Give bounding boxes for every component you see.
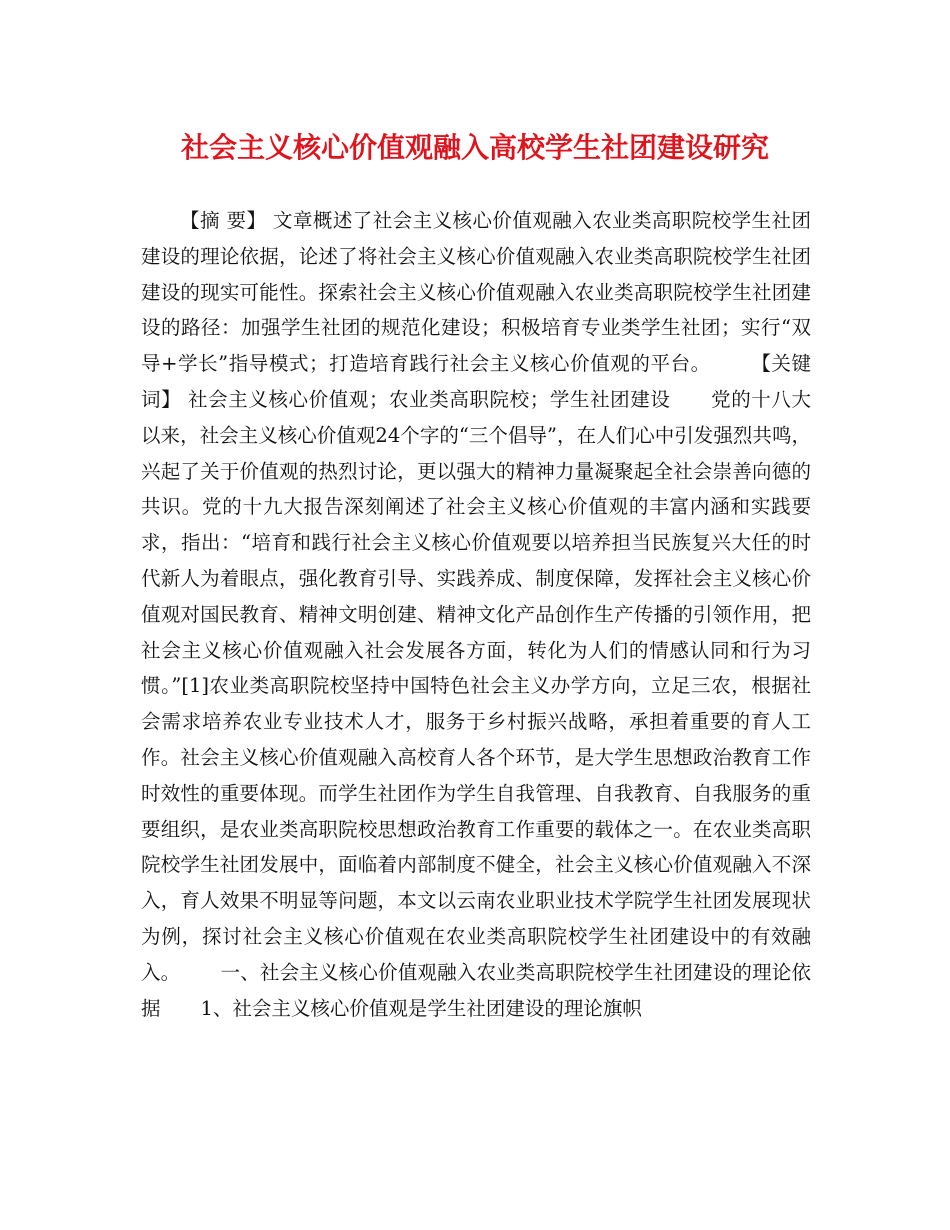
subsection-heading: 1、社会主义核心价值观是学生社团建设的理论旗帜 — [200, 996, 642, 1020]
document-title: 社会主义核心价值观融入高校学生社团建设研究 — [180, 131, 769, 164]
intro-paragraph: 党的十八大以来，社会主义核心价值观24个字的“三个倡导”，在人们心中引发强烈共鸣，兴起了关于价值观的热烈讨论，更以强大的精神力量凝聚起全社会崇善向德的共识。党的十九大报告深刻阐述了社会主义核心价值观的丰富内涵和实践要求，指出：“培育和践行社会主义核心价值观要以培养担当民族复兴大任的时代新人为着眼点，强化教育引导、实践养成、制度保障，发挥社会主义核心价值观对国民教育、精神文明创建、精神文化产品创作生产传播的引领作用，把社会主义核心价值观融入社会发展各方面，转化为人们的情感认同和行为习惯。”[1]农业类高职院校坚持中国特色社会主义办学方向，立足三农，根据社会需求培养农业专业技术人才，服务于乡村振兴战略，承担着重要的育人工作。社会主义核心价值观融入高校育人各个环节，是大学生思想政治教育工作时效性的重要体现。而学生社团作为学生自我管理、自我教育、自我服务的重要组织，是农业类高职院校思想政治教育工作重要的载体之一。在农业类高职院校学生社团发展中，面临着内部制度不健全，社会主义核心价值观融入不深入，育人效果不明显等问题，本文以云南农业职业技术学院学生社团发展现状为例，探讨社会主义核心价值观在农业类高职院校学生社团建设中的有效融入。 — [141, 387, 811, 984]
document-body — [141, 203, 811, 1026]
keywords-label: 【关键词】 — [141, 352, 811, 411]
section-heading: 一、社会主义核心价值观融入农业类高职院校学生社团建设的理论依据 — [141, 960, 811, 1020]
keywords-text: 社会主义核心价值观；农业类高职院校；学生社团建设 — [188, 387, 671, 411]
abstract-text: 文章概述了社会主义核心价值观融入农业类高职院校学生社团建设的理论依据，论述了将社会主义核心价值观融入农业类高职院校学生社团建设的现实可能性。探索社会主义核心价值观融入农业类高职院校学生社团建设的路径：加强学生社团的规范化建设；积极培育专业类学生社团；实行“双导+学长”指导模式；打造培育践行社会主义核心价值观的平台。 — [141, 209, 811, 376]
abstract-label: 【摘 要】 — [180, 209, 267, 232]
